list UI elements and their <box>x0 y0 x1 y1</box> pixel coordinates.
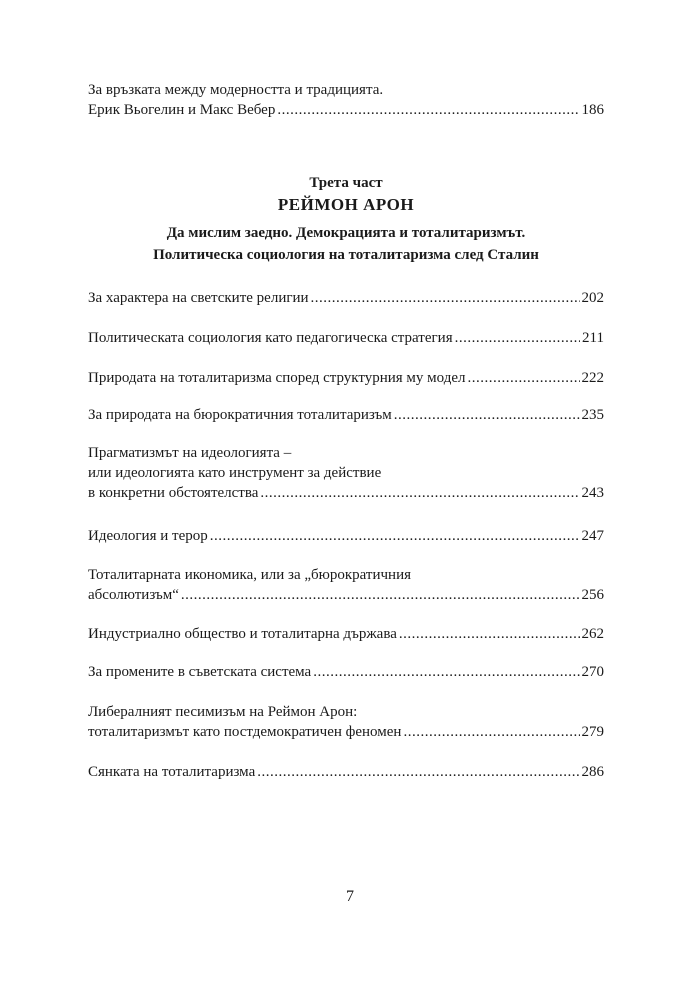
toc-entry-leader-line <box>88 368 604 388</box>
toc-entry-line: или идеологията като инструмент за действие <box>88 465 382 481</box>
toc-page-number: 247 <box>581 528 604 544</box>
toc-entry-line: Либералният песимизъм на Реймон Арон: <box>88 704 358 720</box>
toc-entry-leader-line <box>88 624 604 644</box>
toc-entry-title: Ерик Вьогелин и Макс Вебер <box>88 102 276 118</box>
dot-leader <box>260 483 579 503</box>
dot-leader <box>277 100 579 120</box>
toc-entry-leader-line <box>88 762 604 782</box>
toc-entry <box>88 526 604 546</box>
toc-page-number: 256 <box>581 587 604 603</box>
toc-page-number: 235 <box>581 407 604 423</box>
toc-entry-leader-line <box>88 585 604 605</box>
toc-page-number: 222 <box>581 370 604 386</box>
part-author: РЕЙМОН АРОН <box>277 195 415 214</box>
toc-entry <box>88 328 604 348</box>
toc-page-number: 211 <box>582 330 604 346</box>
toc-entry-vogelin-weber <box>88 80 604 120</box>
toc-entry <box>88 443 604 503</box>
toc-entry <box>88 624 604 644</box>
toc-entry-line: Тоталитарната икономика, или за „бюрократичния <box>88 567 412 583</box>
toc-page-number: 270 <box>581 664 604 680</box>
dot-leader <box>455 328 580 348</box>
toc-page-number: 186 <box>581 102 604 118</box>
toc-entry <box>88 405 604 425</box>
dot-leader <box>394 405 580 425</box>
toc-entry-title: Сянката на тоталитаризма <box>88 764 256 780</box>
part-subtitle: Политическа социология на тоталитаризма след Сталин <box>153 247 539 263</box>
toc-entry-title: тоталитаризмът като постдемократичен феномен <box>88 724 402 740</box>
toc-entry-title: в конкретни обстоятелства <box>88 485 259 501</box>
toc-entry-title: Индустриално общество и тоталитарна държава <box>88 626 397 642</box>
dot-leader <box>403 722 579 742</box>
toc-entry-leader-line <box>88 100 604 120</box>
toc-entry <box>88 565 604 605</box>
toc-entry-leader-line <box>88 662 604 682</box>
dot-leader <box>399 624 580 644</box>
page-number-footer: 7 <box>346 888 354 905</box>
toc-entry <box>88 288 604 308</box>
part-subtitle: Да мислим заедно. Демокрацията и тоталитаризмът. <box>166 225 526 241</box>
toc-entry <box>88 702 604 742</box>
part-heading <box>88 172 604 266</box>
dot-leader <box>313 662 579 682</box>
toc-entry-line: Прагматизмът на идеологията – <box>88 445 292 461</box>
dot-leader <box>311 288 580 308</box>
toc-entry-leader-line <box>88 483 604 503</box>
toc-page-number: 262 <box>581 626 604 642</box>
toc-entry <box>88 368 604 388</box>
toc-entry-leader-line <box>88 288 604 308</box>
toc-entry-title: Природата на тоталитаризма според структурния му модел <box>88 370 466 386</box>
dot-leader <box>257 762 579 782</box>
toc-page-number: 202 <box>581 290 604 306</box>
toc-page-number: 286 <box>581 764 604 780</box>
toc-entry-leader-line <box>88 328 604 348</box>
toc-entry <box>88 662 604 682</box>
toc-entry-line: За връзката между модерността и традицията. <box>88 82 384 98</box>
toc-entry-title: абсолютизъм“ <box>88 587 179 603</box>
toc-entry-title: За природата на бюрократичния тоталитаризъм <box>88 407 392 423</box>
dot-leader <box>468 368 580 388</box>
toc-entry-title: За промените в съветската система <box>88 664 312 680</box>
toc-entry-title: Политическата социология като педагогическа стратегия <box>88 330 453 346</box>
toc-entry-leader-line <box>88 405 604 425</box>
dot-leader <box>181 585 580 605</box>
toc-entry-leader-line <box>88 526 604 546</box>
toc-entry-title: За характера на светските религии <box>88 290 309 306</box>
toc-entry <box>88 762 604 782</box>
toc-page-number: 243 <box>581 485 604 501</box>
toc-page-number: 279 <box>581 724 604 740</box>
part-label: Трета част <box>309 175 383 191</box>
toc-entry-leader-line <box>88 722 604 742</box>
toc-entry-title: Идеология и терор <box>88 528 208 544</box>
dot-leader <box>210 526 580 546</box>
